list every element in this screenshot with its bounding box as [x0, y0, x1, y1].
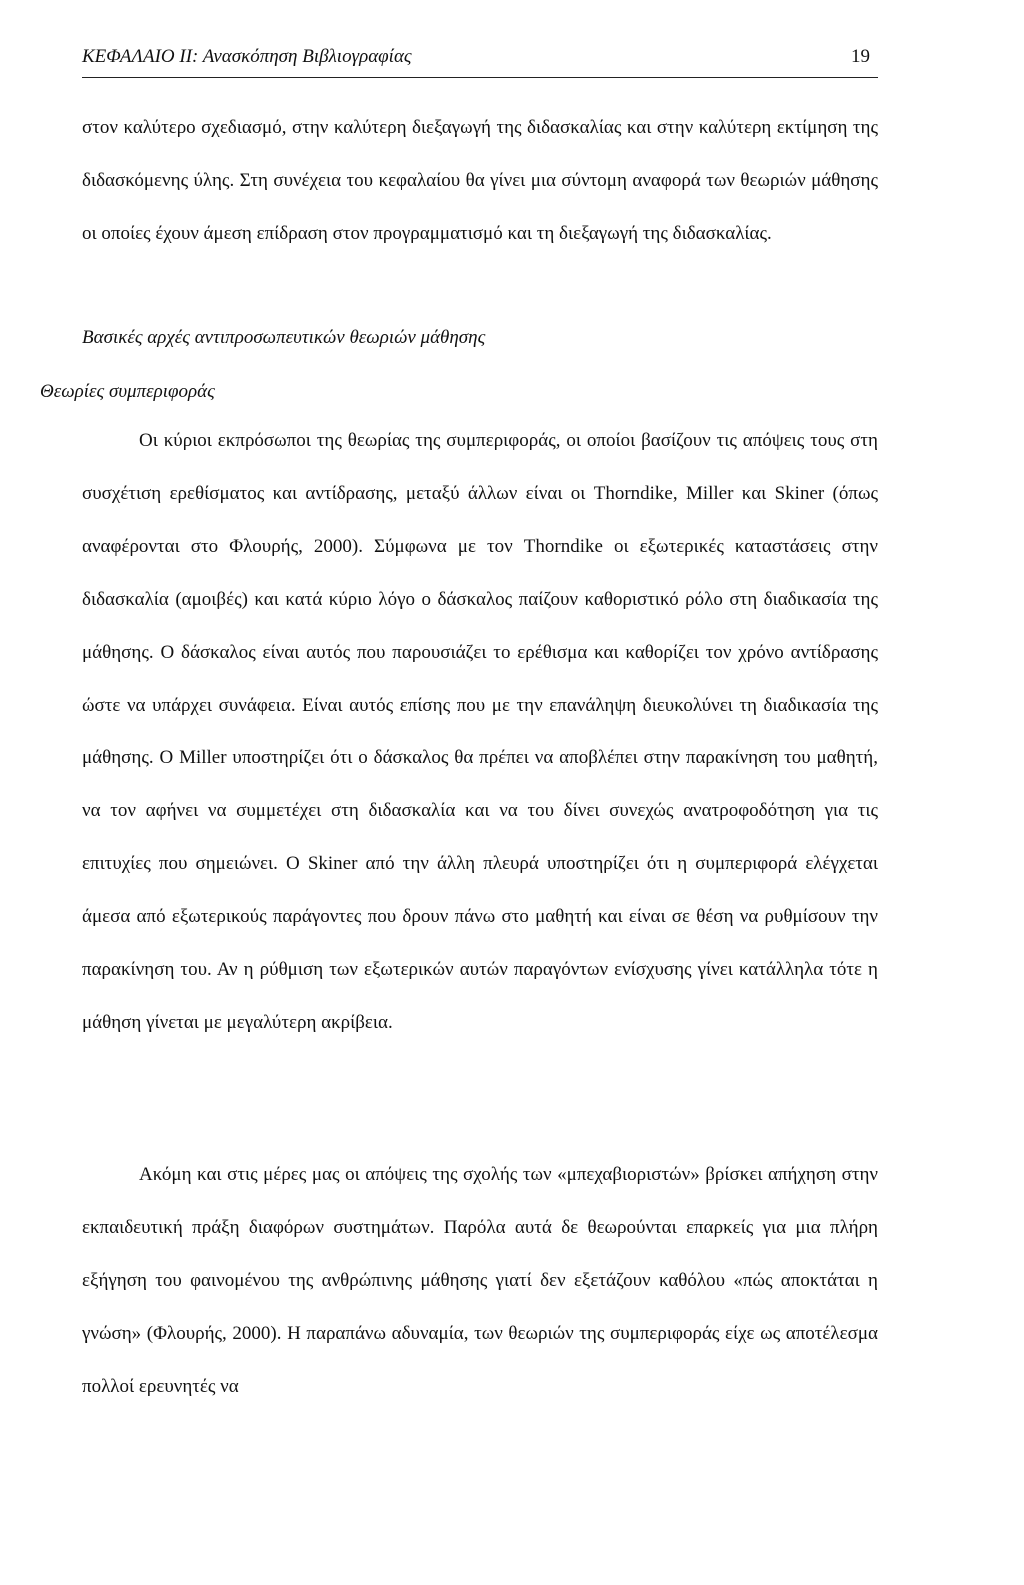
behavior-theories-paragraph: Οι κύριοι εκπρόσωποι της θεωρίας της συμπεριφοράς, οι οποίοι βασίζουν τις απόψεις τους στη συσχέτιση ερεθίσματος και αντίδρασης, μεταξύ άλλων είναι οι Thorndike, Miller και Skiner (όπως αναφέρονται στο Φλουρής, 2000). Σύμφωνα με τον Thorndike οι εξωτερικές καταστάσεις στην διδασκαλία (αμοιβές) και κατά κύριο λόγο ο δάσκαλος παίζουν καθοριστικό ρόλο στη διαδικασία της μάθησης. Ο δάσκαλος είναι αυτός που παρουσιάζει το ερέθισμα και καθορίζει τον χρόνο αντίδρασης ώστε να υπάρχει συνάφεια. Είναι αυτός επίσης που με την επανάληψη διευκολύνει τη διαδικασία της μάθησης. Ο Miller υποστηρίζει ότι ο δάσκαλος θα πρέπει να αποβλέπει στην παρακίνηση του μαθητή, να τον αφήνει να συμμετέχει στη διδασκαλία και να του δίνει συνεχώς ανατροφοδότηση για τις επιτυχίες που σημειώνει. Ο Skiner από την άλλη πλευρά υποστηρίζει ότι η συμπεριφορά ελέγχεται άμεσα από εξωτερικούς παράγοντες που δρουν πάνω στο μαθητή και είναι σε θέση να ρυθμίσουν την παρακίνηση του. Αν η ρύθμιση των εξωτερικών αυτών παραγόντων ενίσχυσης γίνει κατάλληλα τότε η μάθηση γίνεται με μεγαλύτερη ακρίβεια. [82, 430, 878, 1033]
subsection-heading: Θεωρίες συμπεριφοράς [40, 381, 215, 402]
page-number: 19 [851, 46, 870, 67]
intro-paragraph: στον καλύτερο σχεδιασμό, στην καλύτερη διεξαγωγή της διδασκαλίας και στην καλύτερη εκτίμηση της διδασκόμενης ύλης. Στη συνέχεια του κεφαλαίου θα γίνει μια σύντομη αναφορά των θεωριών μάθησης οι οποίες έχουν άμεση επίδραση στον προγραμματισμό και τη διεξαγωγή της διδασκαλίας. [82, 117, 878, 244]
continuation-paragraph: Ακόμη και στις μέρες μας οι απόψεις της σχολής των «μπεχαβιοριστών» βρίσκει απήχηση στην εκπαιδευτική πράξη διαφόρων συστημάτων. Παρόλα αυτά δε θεωρούνται επαρκείς για μια πλήρη εξήγηση του φαινομένου της ανθρώπινης μάθησης γιατί δεν εξετάζουν καθόλου «πώς αποκτάται η γνώση» (Φλουρής, 2000). Η παραπάνω αδυναμία, των θεωριών της συμπεριφοράς είχε ως αποτέλεσμα πολλοί ερευνητές να [82, 1164, 878, 1397]
chapter-title: ΚΕΦΑΛΑΙΟ ΙΙ: Ανασκόπηση Βιβλιογραφίας [82, 46, 412, 67]
section-heading: Βασικές αρχές αντιπροσωπευτικών θεωριών μάθησης [82, 327, 486, 348]
header-rule [82, 77, 878, 78]
running-header [82, 46, 878, 74]
